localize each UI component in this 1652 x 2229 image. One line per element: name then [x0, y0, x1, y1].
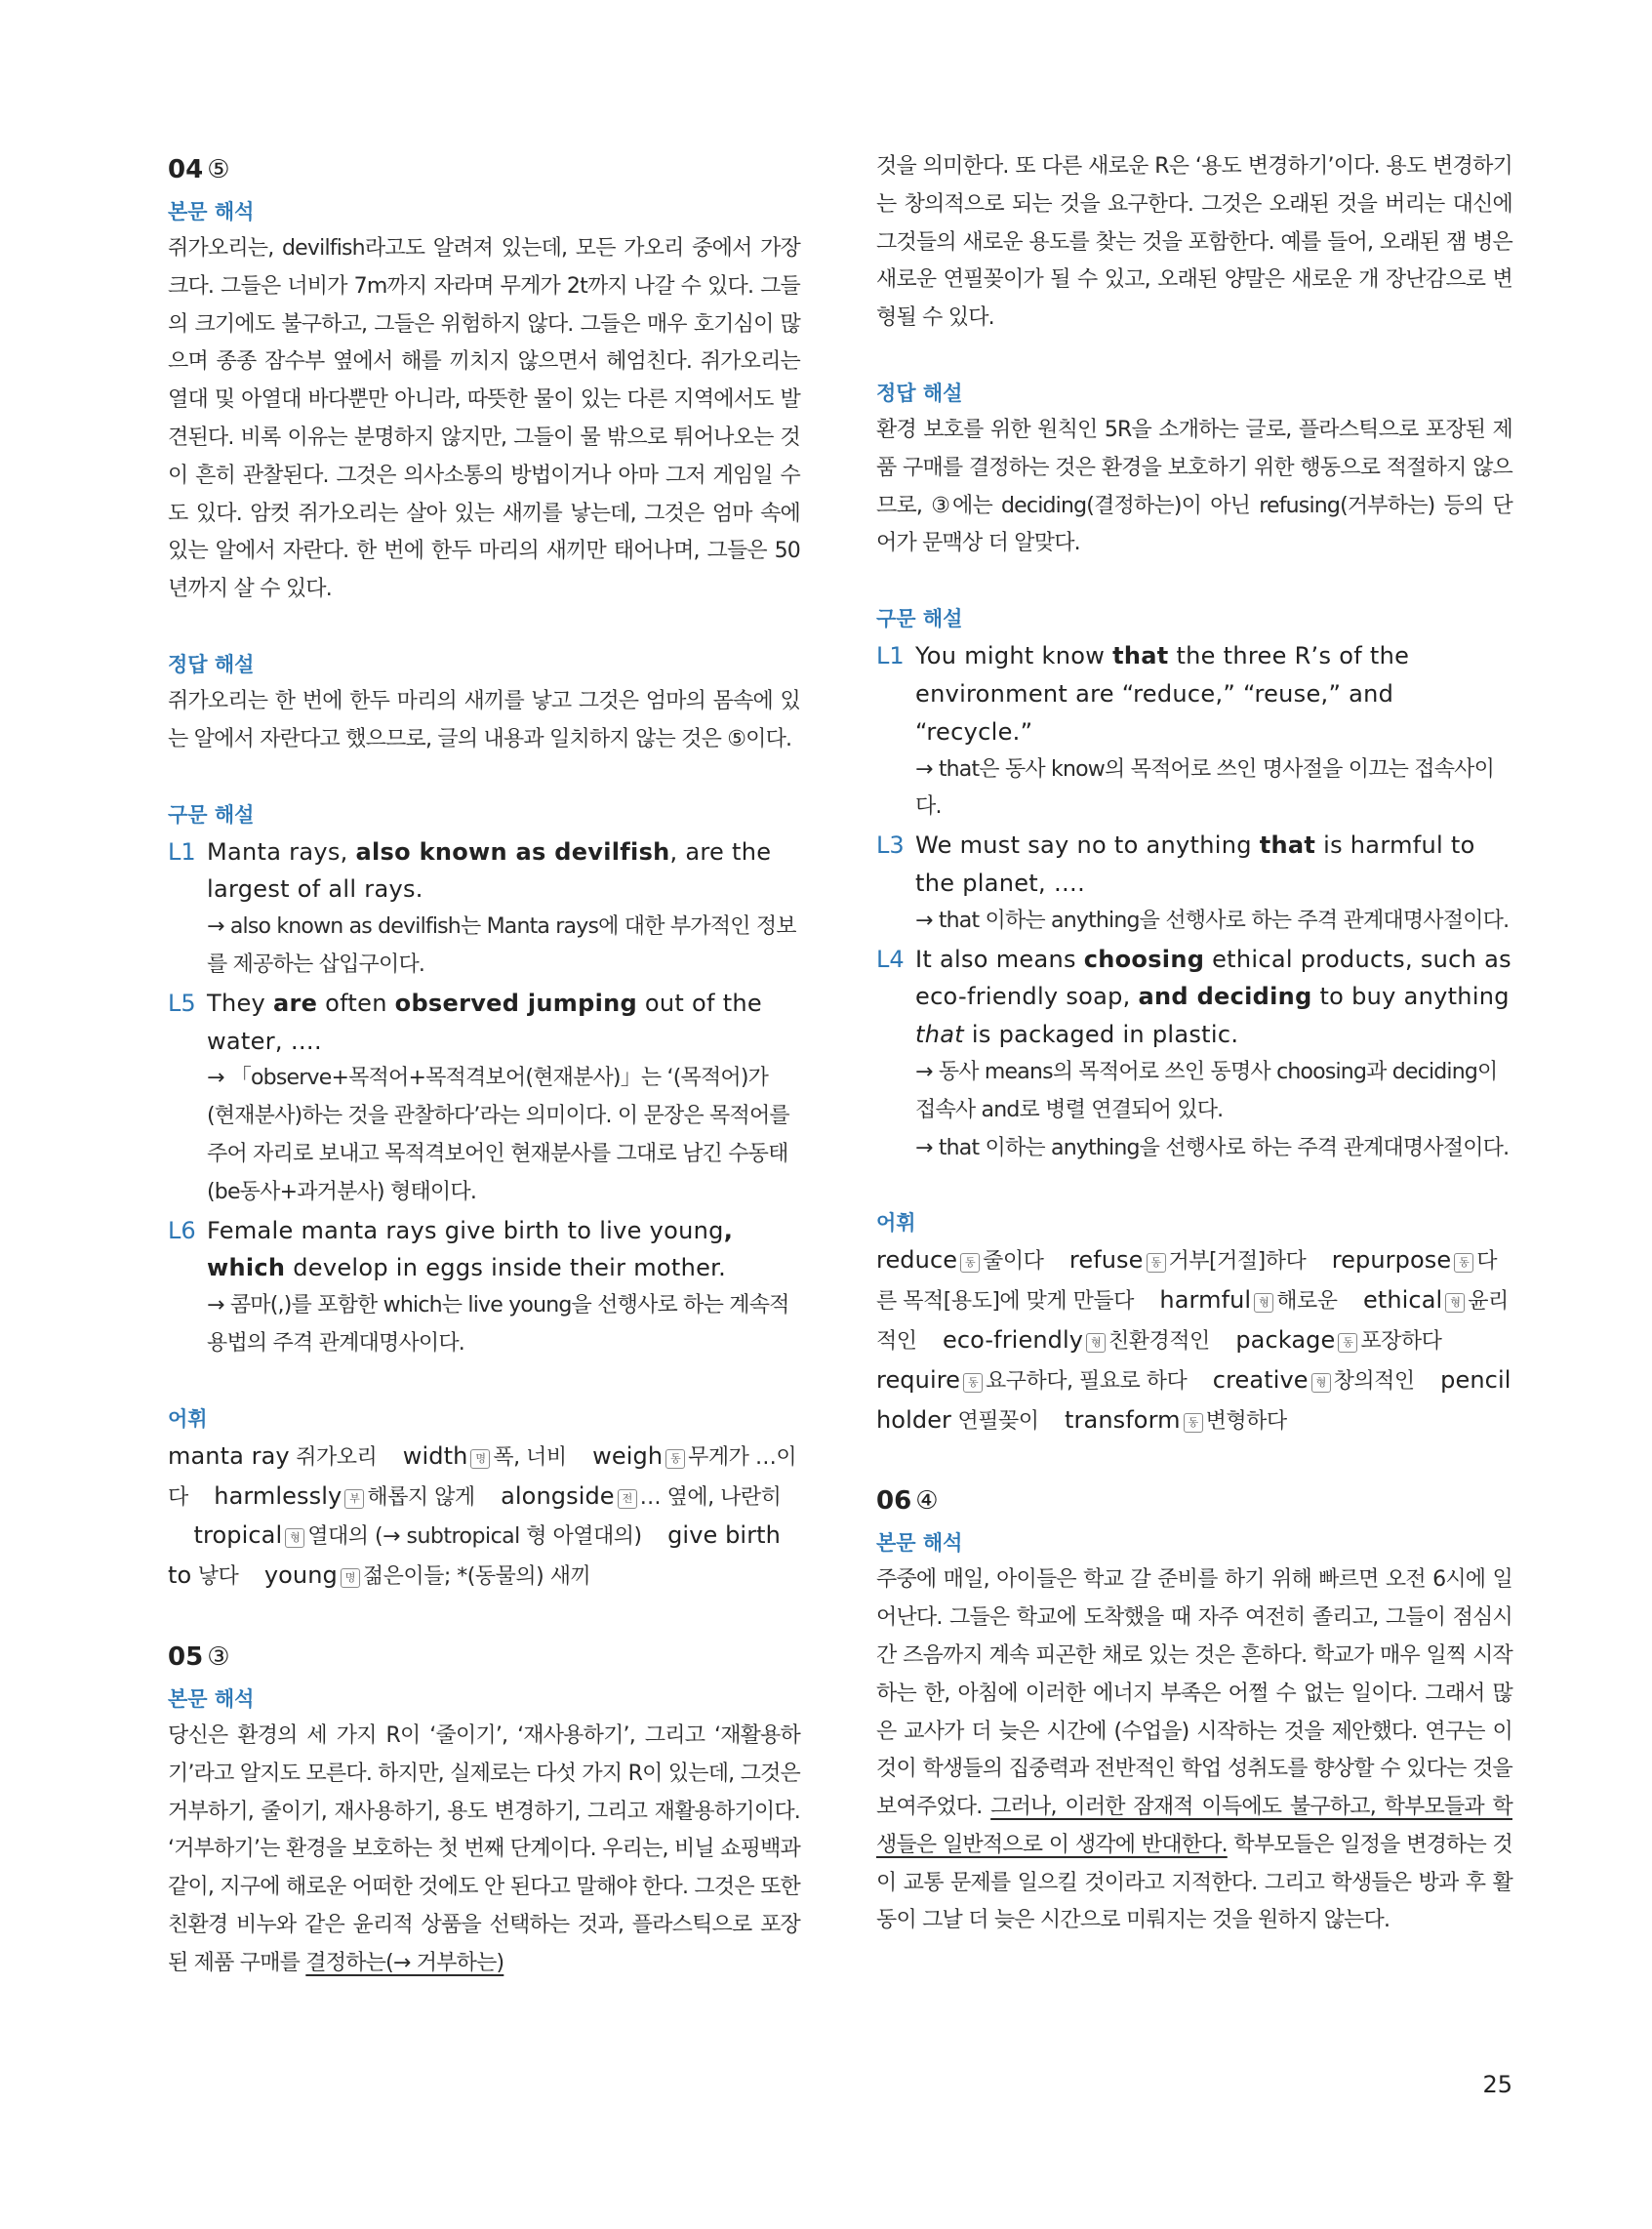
syntax-item-l1	[168, 833, 800, 985]
vocab-entry: reduce 동 줄이다	[876, 1246, 1044, 1275]
line-label: L5	[168, 989, 196, 1017]
pos-badge: 동	[1338, 1333, 1357, 1353]
vocab-entry: harmlessly 부 해롭지 않게	[214, 1481, 475, 1510]
vocab-entry: tropical 형 열대의 (→ subtropical 형 아열대의)	[193, 1521, 642, 1550]
vocab-entry: repurpose 동 다른 목적[용도]에 맞게 만들다	[876, 1246, 1497, 1315]
pos-badge: 동	[1184, 1413, 1203, 1433]
syntax-item-l4	[876, 941, 1512, 1168]
answer-explanation: 쥐가오리는 한 번에 한두 마리의 새끼를 낳고 그것은 엄마의 몸속에 있는 알에서 자란다고 했으므로, 글의 내용과 일치하지 않는 것은 ⑤이다.	[168, 688, 800, 751]
syntax-note: → also known as devilfish는 Manta rays에 대한 부가적인 정보를 제공하는 삽입구이다.	[207, 914, 796, 977]
question-number: 04	[168, 155, 204, 184]
pos-badge: 전	[618, 1489, 637, 1509]
line-label: L1	[168, 837, 196, 866]
vocab-entry: eco-friendly 형 친환경적인	[943, 1325, 1210, 1354]
section-title-syntax: 구문 해설	[168, 802, 255, 827]
pos-badge: 형	[1086, 1333, 1106, 1353]
translation-text: 주중에 매일, 아이들은 학교 갈 준비를 하기 위해 빠르면 오전 6시에 일어난다. 그들은 학교에 도착했을 때 자주 여전히 졸리고, 그들이 점심시간 즈음까지 계속 피곤한 채로 있는 것은 흔하다. 학교가 매우 일찍 시작하는 한, 아침에 이러한 에너지 부족은 어쩔 수 없는 일이다. 그래서 많은 교사가 더 늦은 시간에 (수업을) 시작하는 것을 제안했다. 연구는 이것이 학생들의 집중력과 전반적인 학업 성취도를 향상할 수 있다는 것을 보여주었다. 그러나, 이러한 잠재적 이득에도 불구하고, 학부모들과 학생들은 일반적으로 이 생각에 반대한다. 학부모들은 일정을 변경하는 것이 교통 문제를 일으킬 것이라고 지적한다. 그리고 학생들은 방과 후 활동이 그날 더 늦은 시간으로 미뤄지는 것을 원하지 않는다.	[876, 1567, 1513, 1933]
line-label: L6	[168, 1216, 196, 1244]
syntax-sentence: Manta rays, also known as devilfish, are the largest of all rays.	[207, 837, 772, 904]
vocab-entry: give birth to 낳다	[168, 1521, 781, 1590]
line-label: L4	[876, 945, 905, 973]
syntax-note: → that 이하는 anything을 선행사로 하는 주격 관계대명사절이다.	[915, 908, 1510, 933]
vocab-entry: harmful 형 해로운	[1159, 1286, 1338, 1315]
question-05-header	[168, 1636, 800, 1679]
pos-badge: 동	[1454, 1253, 1473, 1273]
page-number: 25	[1482, 2071, 1512, 2098]
underlined-sentence: 그러나, 이러한 잠재적 이득에도 불구하고, 학부모들과 학생들은 일반적으로 이 생각에 반대한다.	[876, 1795, 1512, 1857]
syntax-sentence: Female manta rays give birth to live young, which develop in eggs inside their mother.	[207, 1216, 734, 1282]
syntax-item-l3	[876, 827, 1512, 940]
translation-text: 당신은 환경의 세 가지 R이 ‘줄이기’, ‘재사용하기’, 그리고 ‘재활용하기’라고 알지도 모른다. 하지만, 실제로는 다섯 가지 R이 있는데, 그것은 거부하기, 줄이기, 재사용하기, 용도 변경하기, 그리고 재활용하기이다. ‘거부하기’는 환경을 보호하는 첫 번째 단계이다. 우리는, 비닐 쇼핑백과 같이, 지구에 해로운 어떠한 것에도 안 된다고 말해야 한다. 그것은 또한 친환경 비누와 같은 윤리적 상품을 선택하는 것과, 플라스틱으로 포장된 제품 구매를 결정하는(→ 거부하는)	[168, 1722, 800, 1975]
syntax-item-l5	[168, 985, 800, 1212]
vocab-entry: manta ray 쥐가오리	[168, 1441, 378, 1470]
question-04-header	[168, 148, 800, 191]
translation-text: 쥐가오리는, devilfish라고도 알려져 있는데, 모든 가오리 중에서 가장 크다. 그들은 너비가 7m까지 자라며 무게가 2t까지 나갈 수 있다. 그들의 크기에도 불구하고, 그들은 위험하지 않다. 그들은 매우 호기심이 많으며 종종 잠수부 옆에서 해를 끼치지 않으면서 헤엄친다. 쥐가오리는 열대 및 아열대 바다뿐만 아니라, 따뜻한 물이 있는 다른 지역에서도 발견된다. 비록 이유는 분명하지 않지만, 그들이 물 밖으로 튀어나오는 것이 흔히 관찰된다. 그것은 의사소통의 방법이거나 아마 그저 게임일 수도 있다. 암컷 쥐가오리는 살아 있는 새끼를 낳는데, 그것은 엄마 속에 있는 알에서 자란다. 한 번에 한두 마리의 새끼만 태어나며, 그들은 50년까지 살 수 있다.	[168, 236, 800, 602]
pos-badge: 형	[1311, 1373, 1331, 1393]
vocab-entry: weigh 동 무게가 …이다	[168, 1441, 797, 1510]
answer-marker: ④	[915, 1486, 939, 1517]
line-label: L3	[876, 831, 905, 860]
pos-badge: 명	[470, 1449, 490, 1469]
line-label: L1	[876, 642, 905, 670]
underlined-phrase: 결정하는(→ 거부하는)	[305, 1950, 504, 1975]
left-column	[168, 148, 800, 1982]
vocab-list	[168, 1438, 800, 1597]
vocab-entry: alongside 전 … 옆에, 나란히	[501, 1481, 782, 1510]
syntax-note: → 동사 means의 목적어로 쓰인 동명사 choosing과 deciding이 접속사 and로 병렬 연결되어 있다.	[915, 1059, 1498, 1122]
vocab-entry: creative 형 창의적인	[1212, 1365, 1415, 1394]
section-title-vocab: 어휘	[876, 1211, 916, 1236]
vocab-entry: ethical 형 윤리적인	[876, 1286, 1509, 1354]
syntax-item-l6	[168, 1212, 800, 1363]
syntax-sentence: You might know that the three R’s of the environment are “reduce,” “reuse,” and “recycle.”	[915, 642, 1410, 746]
question-number: 06	[876, 1486, 912, 1517]
section-title-answer: 정답 해설	[876, 381, 963, 405]
syntax-item-l1	[876, 637, 1512, 827]
vocab-entry: width 명 폭, 너비	[402, 1441, 567, 1470]
pos-badge: 명	[341, 1568, 360, 1588]
section-title-vocab: 어휘	[168, 1406, 208, 1431]
pos-badge: 형	[1254, 1293, 1273, 1313]
syntax-note: → that은 동사 know의 목적어로 쓰인 명사절을 이끄는 접속사이다.	[915, 756, 1495, 820]
right-column	[876, 148, 1512, 1940]
syntax-note: → that 이하는 anything을 선행사로 하는 주격 관계대명사절이다.	[915, 1135, 1510, 1160]
section-title-translation: 본문 해석	[876, 1531, 963, 1556]
syntax-note: → 「observe+목적어+목적격보어(현재분사)」는 ‘(목적어)가 (현재분사)하는 것을 관찰하다’라는 의미이다. 이 문장은 목적어를 주어 자리로 보내고 목적격보어인 현재분사를 그대로 남긴 수동태(be동사+과거분사) 형태이다.	[207, 1066, 789, 1204]
syntax-sentence: It also means choosing ethical products, such as eco-friendly soap, and deciding to buy anything that is packaged in plastic.	[915, 945, 1511, 1049]
vocab-list	[876, 1241, 1512, 1440]
syntax-sentence: We must say no to anything that is harmful to the planet, ….	[915, 831, 1475, 897]
pos-badge: 형	[285, 1528, 304, 1548]
syntax-sentence: They are often observed jumping out of the water, ….	[207, 989, 762, 1055]
vocab-entry: refuse 동 거부[거절]하다	[1068, 1246, 1307, 1275]
vocab-entry: package 동 포장하다	[1235, 1325, 1442, 1354]
pos-badge: 형	[1445, 1293, 1465, 1313]
question-number: 05	[168, 1641, 204, 1672]
section-title-syntax: 구문 해설	[876, 607, 963, 631]
answer-marker: ⑤	[207, 155, 230, 184]
vocab-entry: pencil holder 연필꽂이	[876, 1365, 1511, 1434]
pos-badge: 부	[344, 1489, 364, 1509]
pos-badge: 동	[960, 1253, 980, 1273]
pos-badge: 동	[1147, 1253, 1166, 1273]
vocab-entry: young 명 젊은이들; *(동물의) 새끼	[263, 1561, 591, 1590]
pos-badge: 동	[665, 1449, 685, 1469]
pos-badge: 동	[963, 1373, 983, 1393]
answer-explanation: 환경 보호를 위한 원칙인 5R을 소개하는 글로, 플라스틱으로 포장된 제품 구매를 결정하는 것은 환경을 보호하기 위한 행동으로 적절하지 않으므로, ③에는 deciding(결정하는)이 아닌 refusing(거부하는) 등의 단어가 문맥상 더 알맞다.	[876, 417, 1512, 556]
answer-marker: ③	[207, 1641, 230, 1672]
question-06-header	[876, 1479, 1512, 1522]
section-title-translation: 본문 해석	[168, 1686, 255, 1711]
section-title-translation: 본문 해석	[168, 200, 255, 223]
vocab-entry: transform 동 변형하다	[1065, 1405, 1287, 1434]
syntax-note: → 콤마(,)를 포함한 which는 live young을 선행사로 하는 계속적 용법의 주격 관계대명사이다.	[207, 1293, 789, 1356]
translation-continued: 것을 의미한다. 또 다른 새로운 R은 ‘용도 변경하기’이다. 용도 변경하기는 창의적으로 되는 것을 요구한다. 그것은 오래된 것을 버리는 대신에 그것들의 새로운 용도를 찾는 것을 포함한다. 예를 들어, 오래된 잼 병은 새로운 연필꽂이가 될 수 있고, 오래된 양말은 새로운 개 장난감으로 변형될 수 있다.	[876, 154, 1512, 331]
vocab-entry: require 동 요구하다, 필요로 하다	[876, 1365, 1188, 1394]
section-title-answer: 정답 해설	[168, 652, 255, 676]
